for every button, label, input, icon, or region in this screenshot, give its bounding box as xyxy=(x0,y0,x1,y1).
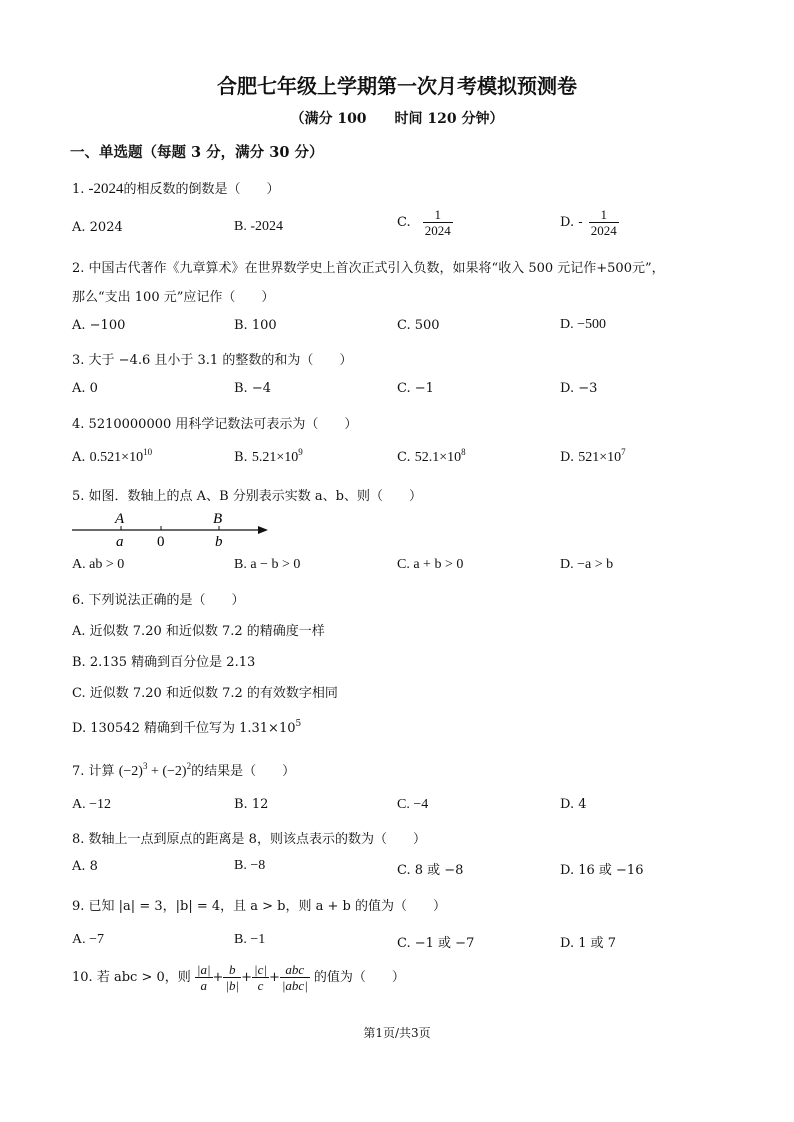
question-3: 3. 大于 −4.6 且小于 3.1 的整数的和为（ ） xyxy=(72,353,353,368)
question-5: 5. 如图．数轴上的点 A、B 分别表示实数 a、b、则（ ） xyxy=(72,489,422,504)
q2-option-b: B. 100 xyxy=(234,318,277,333)
q9-option-a: A. −7 xyxy=(72,932,105,947)
q9-option-c: C. −1 或 −7 xyxy=(397,936,475,951)
question-4: 4. 5210000000 用科学记数法可表示为（ ） xyxy=(72,417,358,432)
q4-option-c: C. $52.1\times 10^8$ xyxy=(397,447,466,465)
question-2-line1: 2. 中国古代著作《九章算术》在世界数学史上首次正式引入负数，如果将“收入 500 元记作+500元”， xyxy=(72,261,665,276)
q5-option-c: C. a + b > 0 xyxy=(397,557,464,572)
q1-option-d: D. - $\frac{1}{2024}$ xyxy=(560,207,617,238)
arrow-right-icon xyxy=(258,526,268,534)
question-7: 7. 计算 $(-2)^3 + (-2)^2$的结果是（ ） xyxy=(72,761,296,779)
q5-option-a: A. ab > 0 xyxy=(72,557,125,572)
q2-option-d: D. −500 xyxy=(560,317,607,332)
section-heading: 一、单选题（每题 3 分，满分 30 分） xyxy=(70,144,324,161)
q8-option-c: C. 8 或 −8 xyxy=(397,863,464,878)
q1-option-c: C. $\frac{1}{2024}$ xyxy=(397,207,451,238)
q5-option-b: B. a − b > 0 xyxy=(234,557,301,572)
q4-option-b: B. $5.21\times 10^9$ xyxy=(234,447,303,465)
page-footer: 第1页/共3页 xyxy=(363,1026,431,1040)
q9-option-b: B. −1 xyxy=(234,932,266,947)
q6-option-c: C. 近似数 7.20 和近似数 7.2 的有效数字相同 xyxy=(72,686,338,701)
q2-option-c: C. 500 xyxy=(397,318,440,333)
question-8: 8. 数轴上一点到原点的距离是 8，则该点表示的数为（ ） xyxy=(72,832,426,847)
question-6: 6. 下列说法正确的是（ ） xyxy=(72,593,245,608)
q8-option-a: A. 8 xyxy=(72,859,98,874)
value-a-label: a xyxy=(116,534,124,550)
q7-option-c: C. −4 xyxy=(397,797,429,812)
q3-option-c: C. −1 xyxy=(397,381,434,396)
q3-option-a: A. 0 xyxy=(72,381,98,396)
q1-option-b: B. -2024 xyxy=(234,219,283,234)
zero-label: 0 xyxy=(157,534,165,550)
point-a-label: A xyxy=(115,511,125,527)
point-b-label: B xyxy=(213,511,223,527)
q7-option-d: D. 4 xyxy=(560,797,587,812)
q6-option-a: A. 近似数 7.20 和近似数 7.2 的精确度一样 xyxy=(72,624,325,639)
q1-option-a: A. 2024 xyxy=(72,220,123,235)
q6-option-b: B. 2.135 精确到百分位是 2.13 xyxy=(72,655,256,670)
number-line-figure xyxy=(70,506,280,550)
q5-option-d: D. −a > b xyxy=(560,557,614,572)
q9-option-d: D. 1 或 7 xyxy=(560,936,617,951)
q6-option-d: D. 130542 精确到千位写为 $1.31\times 10^5$ xyxy=(72,719,302,736)
question-2-line2: 那么“支出 100 元”应记作（ ） xyxy=(72,290,275,305)
q4-option-a: A. $0.521\times 10^{10}$ xyxy=(72,447,153,465)
q3-option-d: D. −3 xyxy=(560,381,598,396)
page-subtitle: （满分 100 时间 120 分钟） xyxy=(290,111,504,127)
page-title: 合肥七年级上学期第一次月考模拟预测卷 xyxy=(217,74,577,98)
question-10: 10. 若 abc > 0，则 $\frac{|a|}{a}$ + $\frac{b}{|b|}$ + $\frac{|c|}{c}$ + $\frac{\text{abc}}{\text{|abc|}}$ 的值为（ ） xyxy=(72,962,405,993)
value-b-label: b xyxy=(215,534,223,550)
q8-option-d: D. 16 或 −16 xyxy=(560,863,644,878)
q2-option-a: A. −100 xyxy=(72,318,126,333)
q4-option-d: D. $521\times 10^7$ xyxy=(560,447,626,465)
q8-option-b: B. −8 xyxy=(234,858,266,873)
q7-option-b: B. 12 xyxy=(234,797,269,812)
question-1: 1. -2024的相反数的倒数是（ ） xyxy=(72,181,280,197)
q7-option-a: A. −12 xyxy=(72,797,112,812)
q3-option-b: B. −4 xyxy=(234,381,271,396)
question-9: 9. 已知 |a| = 3，|b| = 4，且 a > b，则 a + b 的值为（ ） xyxy=(72,899,446,914)
